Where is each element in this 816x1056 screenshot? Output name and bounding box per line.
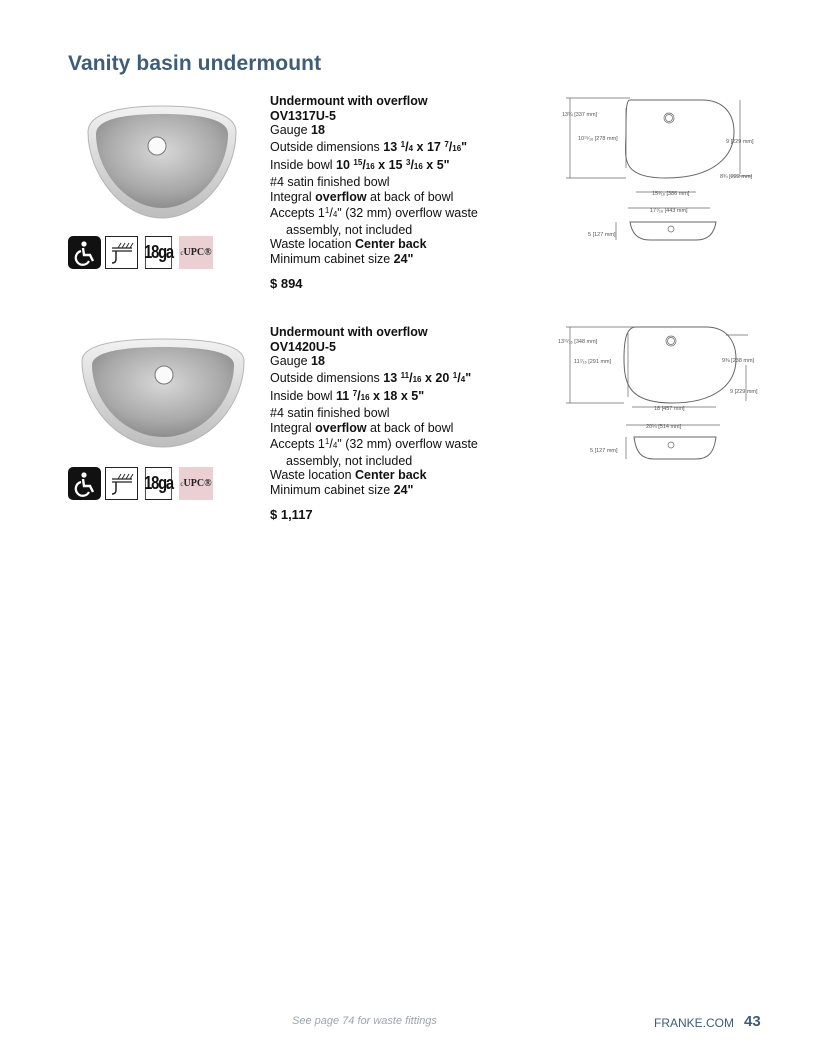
page-number: 43	[744, 1013, 761, 1030]
sink-photo	[84, 104, 240, 222]
certification-icons	[68, 467, 213, 500]
product-heading: Undermount with overflow	[270, 94, 428, 108]
gauge-18ga-icon: 18ga	[145, 236, 172, 269]
dim-depth-overall: 13¹¹⁄₁₆ [348 mm]	[558, 339, 598, 345]
upc-certified-icon: c UPC®	[179, 467, 213, 500]
gauge-line: Gauge 18	[270, 123, 325, 138]
finish-line: #4 satin finished bowl	[270, 405, 390, 420]
product-model: OV1317U-5	[270, 108, 337, 123]
dim-depth-inside: 10¹⁵⁄₁₆ [278 mm]	[578, 136, 618, 142]
certification-icons	[68, 236, 213, 269]
dim-depth-inside: 11⁷⁄₁₆ [291 mm]	[574, 359, 612, 365]
overflow-line: Integral overflow at back of bowl	[270, 189, 454, 204]
cabinet-size-line: Minimum cabinet size 24"	[270, 482, 414, 497]
product-heading: Undermount with overflow	[270, 325, 428, 339]
upc-certified-icon: c UPC®	[179, 236, 213, 269]
undermount-icon	[105, 467, 138, 500]
dim-width-overall: 17⁷⁄₁₆ [443 mm]	[650, 208, 688, 214]
waste-location-line: Waste location Center back	[270, 237, 427, 252]
accepts-line-2: assembly, not included	[286, 453, 413, 468]
undermount-icon	[105, 236, 138, 269]
footer-note: See page 74 for waste fittings	[292, 1015, 437, 1027]
page-title: Vanity basin undermount	[68, 52, 322, 75]
dim-width-inside: 15³⁄₁₆ [386 mm]	[652, 191, 690, 197]
product-ov1317u-5	[0, 94, 816, 314]
dimension-drawing	[556, 94, 766, 249]
waste-location-line: Waste location Center back	[270, 468, 427, 483]
dim-height: 5 [127 mm]	[588, 232, 616, 238]
outside-dimensions-line: Outside dimensions 13 $^{11}$/16 x 20 $^1$/4"	[270, 370, 472, 385]
inside-bowl-line: Inside bowl 10 $^{15}$/16 x 15 $^3$/16 x 5"	[270, 158, 450, 173]
accepts-line: Accepts $1^1/4$" (32 mm) overflow waste	[270, 206, 478, 221]
product-ov1420u-5	[0, 325, 816, 545]
dim-right-top: 9⅜ [238 mm]	[722, 358, 755, 364]
dim-width-overall: 20¼ [514 mm]	[646, 424, 682, 430]
sink-photo	[78, 335, 248, 453]
accepts-line-2: assembly, not included	[286, 222, 413, 237]
overflow-line: Integral overflow at back of bowl	[270, 420, 454, 435]
dim-width-inside: 18 [457 mm]	[654, 406, 685, 412]
wheelchair-accessible-icon	[68, 467, 101, 500]
gauge-line: Gauge 18	[270, 354, 325, 369]
dim-right-top: 9 [229 mm]	[726, 139, 754, 145]
accepts-line: Accepts $1^1/4$" (32 mm) overflow waste	[270, 437, 478, 452]
wheelchair-accessible-icon	[68, 236, 101, 269]
dimension-drawing	[556, 325, 766, 470]
price: $ 1,117	[270, 507, 313, 522]
inside-bowl-line: Inside bowl 11 $^7$/16 x 18 x 5"	[270, 389, 425, 404]
finish-line: #4 satin finished bowl	[270, 174, 390, 189]
footer-site[interactable]: FRANKE.COM	[654, 1016, 735, 1030]
product-specs	[270, 94, 530, 267]
outside-dimensions-line: Outside dimensions 13 $^1$/4 x 17 $^7$/16"	[270, 139, 468, 154]
price: $ 894	[270, 276, 303, 291]
dim-depth-overall: 13¼ [337 mm]	[562, 112, 598, 118]
dim-height: 5 [127 mm]	[590, 448, 618, 454]
product-model: OV1420U-5	[270, 339, 337, 354]
cabinet-size-line: Minimum cabinet size 24"	[270, 251, 414, 266]
dim-right-bottom: 8¾ [222 mm]	[720, 174, 753, 180]
product-specs	[270, 325, 530, 498]
gauge-18ga-icon: 18ga	[145, 467, 172, 500]
dim-right-bottom: 9 [229 mm]	[730, 389, 758, 395]
